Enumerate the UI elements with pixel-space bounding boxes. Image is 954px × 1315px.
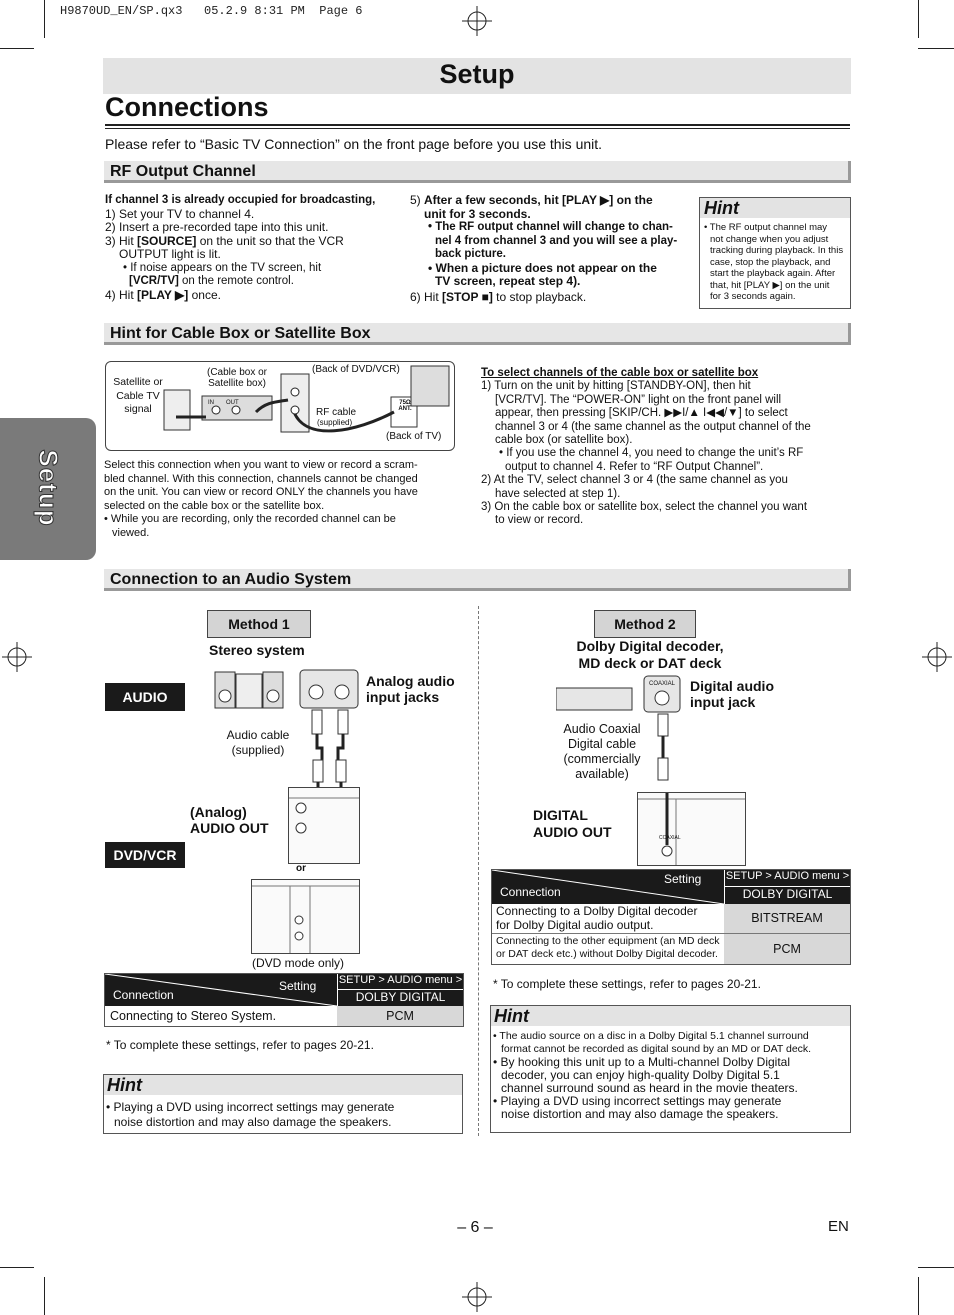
dvd-digital-panel — [637, 792, 746, 866]
rf-left-column — [105, 194, 405, 302]
rf-step-6: 6) Hit [STOP ■] to stop playback. — [410, 289, 587, 304]
hint-1-text: • Playing a DVD using incorrect settings may generate noise distortion and may also damage the speakers. — [106, 1100, 395, 1129]
audio-cable-label: Audio cable (supplied) — [226, 728, 290, 757]
audio-badge: AUDIO — [105, 683, 185, 711]
table-2-dolby: DOLBY DIGITAL — [724, 887, 850, 904]
section-audio-system: Connection to an Audio System — [104, 569, 851, 591]
hint-2-bar — [491, 1006, 850, 1026]
rf-hint-text: • The RF output channel may not change when you adjust tracking during playback. In this case, stop the playback, and start the playback again. After that, hit [PLAY ▶] on the unit for 3 seconds again. — [704, 222, 844, 302]
column-divider — [478, 606, 479, 1136]
audio-hint-1 — [103, 1074, 463, 1134]
page-heading: Connections — [105, 92, 269, 122]
table-2-row-2: Connecting to the other equipment (an MD deck or DAT deck etc.) without Dolby Digital decoder. — [496, 935, 720, 960]
table-2-note: * To complete these settings, refer to pages 20-21. — [493, 977, 761, 991]
or-label: or — [296, 863, 306, 874]
registration-mark — [922, 642, 952, 672]
table-1-row: Connecting to Stereo System. — [110, 1009, 277, 1023]
digital-panel-jacks — [638, 793, 745, 865]
rf-bullet-1-cont: nel 4 from channel 3 and you will see a play- — [435, 234, 678, 247]
stereo-system-label: Stereo system — [209, 642, 305, 658]
dolby-decoder-label: Dolby Digital decoder, MD deck or DAT deck — [576, 638, 724, 671]
dvd-mode-only-label: (DVD mode only) — [252, 956, 345, 970]
registration-mark — [462, 1282, 492, 1312]
rf-note-1: • If noise appears on the TV screen, hit — [123, 261, 322, 274]
coax-cable-label: Audio Coaxial Digital cable (commercially available) — [563, 722, 641, 781]
language-code: EN — [828, 1218, 849, 1235]
section-rf-output: RF Output Channel — [104, 161, 851, 183]
digital-jack-label: Digital audio input jack — [690, 678, 774, 710]
rf-cable-supplied: (supplied) — [317, 418, 353, 427]
registration-mark — [462, 6, 492, 36]
dvd-panel-jacks — [252, 880, 359, 953]
rf-step-3: 3) Hit [SOURCE] on the unit so that the VCR — [105, 233, 344, 248]
audio-hint-2 — [490, 1005, 851, 1133]
crop-mark — [0, 1267, 34, 1268]
table-2-setting: Setting — [664, 872, 702, 886]
rf-step-5: 5) After a few seconds, hit [PLAY ▶] on the — [410, 193, 653, 207]
page-title: Setup — [439, 59, 515, 89]
rf-bullet-2: • When a picture does not appear on the — [428, 260, 657, 275]
analog-audio-out-label: (Analog) AUDIO OUT — [190, 804, 269, 836]
rf-hint-bar — [700, 198, 850, 218]
registration-mark — [2, 642, 32, 672]
side-tab-label: Setup — [33, 449, 64, 527]
hint-1-title: Hint — [107, 1075, 142, 1095]
crop-mark — [918, 1267, 954, 1268]
crop-mark — [44, 1277, 45, 1315]
stereo-settings-table — [104, 973, 464, 1027]
analog-jacks-label: Analog audio input jacks — [366, 673, 455, 705]
heading-rule — [105, 124, 850, 126]
intro-text: Please refer to “Basic TV Connection” on the front page before you use this unit. — [105, 136, 603, 152]
table-2-value-1: BITSTREAM — [724, 904, 850, 933]
crop-mark — [918, 48, 954, 49]
rf-step-3-cont: OUTPUT light is lit. — [119, 247, 221, 261]
digital-settings-table — [491, 869, 851, 965]
crop-mark — [918, 0, 919, 38]
rf-hint-box — [699, 197, 851, 309]
method-2-label: Method 2 — [594, 610, 696, 638]
cable-select-steps: To select channels of the cable box or satellite box 1) Turn on the unit by hitting [STANDBY-ON], then hit [VCR/TV]. The “POWER-ON” light on the front panel will appear, then pressing [SKIP/CH. ▶▶I/▲ I◀◀/▼] to select channel 3 or 4 (the same channel as the output channel of the cable box (or satellite box). • If you use the channel 4, you need to change the unit’s RF output to channel 4. Refer to “RF Output Channel”. 2) At the TV, select channel 3 or 4 (the same channel as you have selected at step 1). 3) On the cable box or satellite box, select the channel you want to view or record. — [481, 367, 851, 528]
rf-step-2: 2) Insert a pre-recorded tape into this unit. — [105, 220, 329, 234]
cable-box-label: (Cable box or Satellite box) — [206, 367, 268, 389]
rear-panel-jacks — [289, 788, 359, 863]
cable-select-heading: To select channels of the cable box or satellite box — [481, 367, 759, 379]
coaxial-label-top: COAXIAL — [649, 681, 676, 687]
print-header: H9870UD_EN/SP.qx3 05.2.9 8:31 PM Page 6 — [60, 4, 363, 18]
rf-hint-title: Hint — [704, 198, 739, 218]
rf-bullet-1: • The RF output channel will change to chan- — [428, 221, 673, 233]
rf-step-4: 4) Hit [PLAY ▶] once. — [105, 287, 221, 302]
hint-2-text: • The audio source on a disc in a Dolby Digital 5.1 channel surround format cannot be recorded as digital sound by an MD or DAT deck. • By hooking this unit up to a Multi-channel Dolby Digital decoder, you can enjoy high-quality Dolby Digital 5.1 channel surround sound as heard in the movie theaters. • Playing a DVD using incorrect settings may generate noise distortion and may also damage the speakers. — [493, 1030, 812, 1121]
digital-audio-out-label: DIGITAL AUDIO OUT — [533, 807, 612, 840]
table-2-menu: SETUP > AUDIO menu > — [724, 870, 850, 886]
coaxial-label-panel: COAXIAL — [659, 835, 681, 841]
out-label: OUT — [226, 400, 239, 406]
rf-step-5-cont: unit for 3 seconds. — [424, 206, 531, 221]
table-1-dolby: DOLBY DIGITAL — [337, 990, 463, 1006]
table-2-connection: Connection — [500, 885, 561, 899]
table-2-value-2: PCM — [724, 934, 850, 964]
ant-label: 75Ω ANT. — [398, 400, 412, 412]
back-tv-label: (Back of TV) — [386, 431, 442, 442]
table-1-value: PCM — [337, 1006, 463, 1026]
crop-mark — [0, 48, 34, 49]
rf-cable-label: RF cable — [316, 407, 357, 418]
table-2-row-1: Connecting to a Dolby Digital decoder for Dolby Digital audio output. — [496, 904, 698, 932]
method-1-label: Method 1 — [207, 610, 311, 638]
heading-rule — [105, 128, 850, 129]
dvd-rear-panel — [251, 879, 360, 954]
page-number: – 6 – — [457, 1219, 493, 1236]
rf-bullet-1-end: back picture. — [435, 248, 506, 260]
signal-label: Satellite or Cable TV signal — [113, 376, 163, 415]
crop-mark — [44, 0, 45, 38]
cable-description: Select this connection when you want to view or record a scram- bled channel. With this connection, channels cannot be changed on the unit. You can view or record ONLY the channels you have selected on the cable box or the satellite box. • While you are recording, only the recorded channel can be viewed. — [104, 459, 418, 539]
in-label: IN — [208, 400, 214, 406]
crop-mark — [918, 1277, 919, 1315]
rf-bullet-2-cont: TV screen, repeat step 4). — [435, 274, 581, 288]
rf-lead: If channel 3 is already occupied for broadcasting, — [105, 194, 376, 206]
table-1-setting: Setting — [279, 979, 317, 993]
dvdvcr-badge: DVD/VCR — [105, 842, 185, 868]
rf-mid-column — [410, 194, 695, 304]
table-1-connection: Connection — [113, 988, 174, 1002]
dvdvcr-rear-panel — [288, 787, 360, 864]
table-1-menu: SETUP > AUDIO menu > — [337, 974, 463, 989]
rf-step-1: 1) Set your TV to channel 4. — [105, 206, 255, 221]
section-cable-box: Hint for Cable Box or Satellite Box — [104, 323, 851, 345]
cable-diagram — [105, 361, 455, 451]
back-dvd-label: (Back of DVD/VCR) — [312, 364, 400, 375]
hint-1-bar — [104, 1075, 462, 1095]
table-1-note: * To complete these settings, refer to pages 20-21. — [106, 1038, 374, 1052]
rf-note-1-cont: [VCR/TV] on the remote control. — [129, 275, 294, 287]
hint-2-title: Hint — [494, 1006, 529, 1026]
